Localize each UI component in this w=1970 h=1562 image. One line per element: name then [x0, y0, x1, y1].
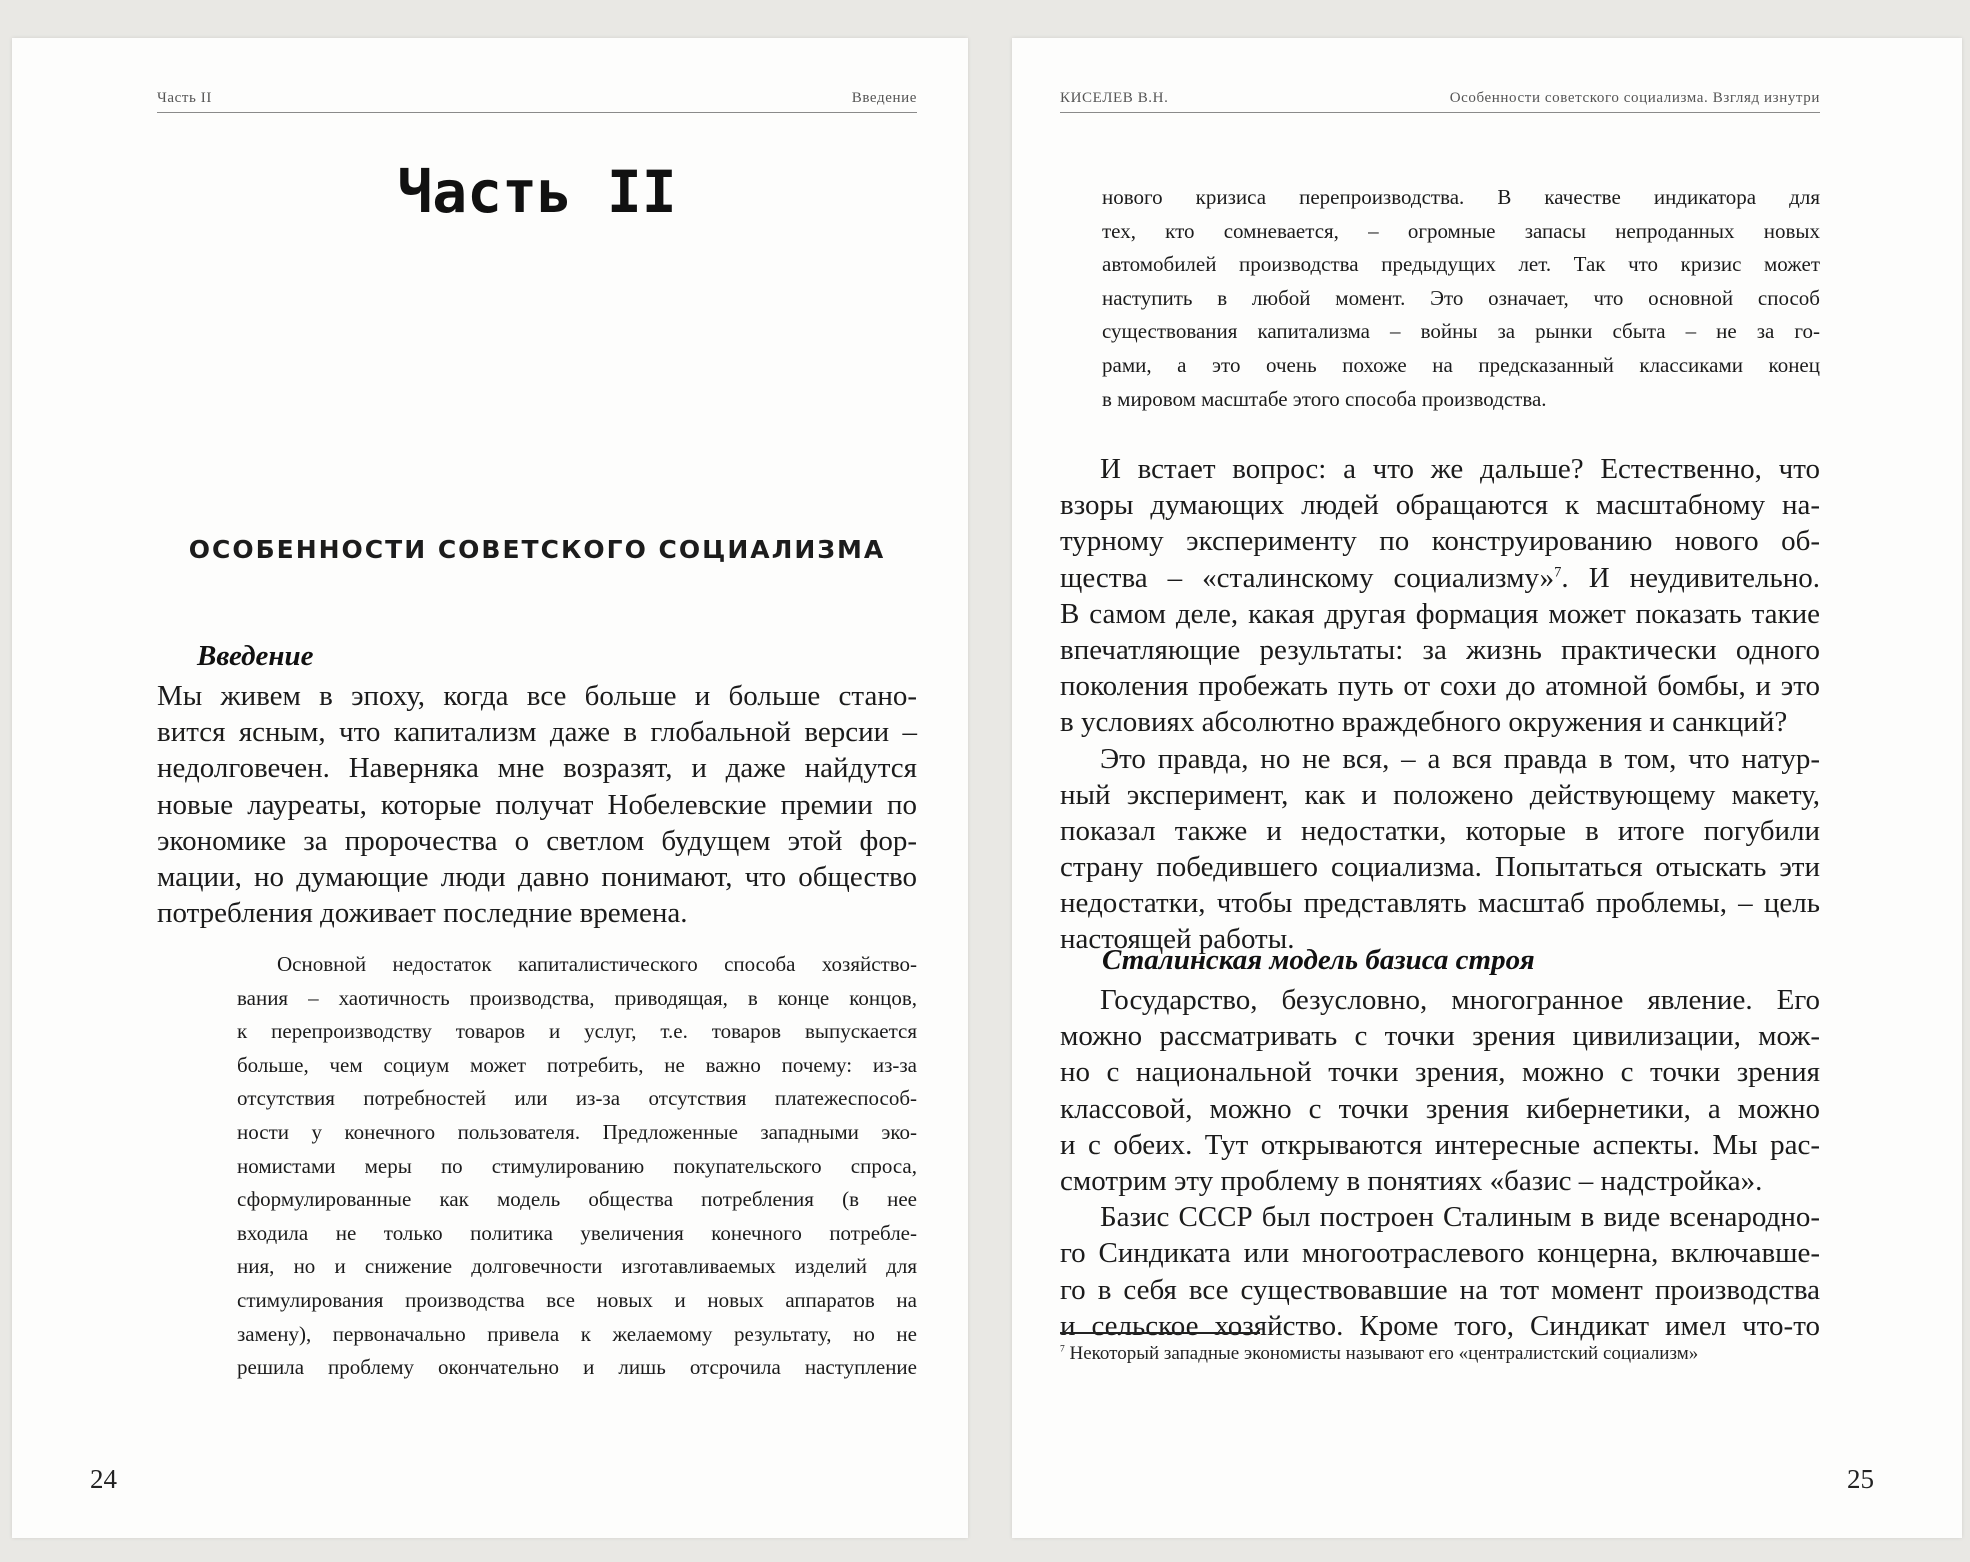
text-line-with-footnote — [1060, 560, 1820, 596]
quote-line: сформулированные как модель общества потребления (в нее — [237, 1187, 917, 1212]
quote-line: к перепроизводству товаров и услуг, т.е. товаров выпускается — [237, 1019, 917, 1044]
quote-line: рами, а это очень похоже на предсказанный классиками конец — [1102, 352, 1820, 377]
quote-line: замену), первоначально привела к желаемому результату, но не — [237, 1321, 917, 1346]
quote-line: ности у конечного пользователя. Предложенные западными эко- — [237, 1119, 917, 1144]
right-header-author: КИСЕЛЕВ В.Н. — [1060, 90, 1169, 106]
quote-line: номистами меры по стимулированию покупательского спроса, — [237, 1153, 917, 1178]
quote-line: вания – хаотичность производства, приводящая, в конце концов, — [237, 985, 917, 1010]
quote-line: нового кризиса перепроизводства. В качестве индикатора для — [1102, 185, 1820, 209]
text-line: в условиях абсолютно враждебного окружения и санкций? — [1060, 706, 1788, 739]
text-line: страну победившего социализма. Попытаться отыскать эти — [1060, 851, 1820, 884]
body-paragraph-group-1 — [1060, 451, 1820, 958]
footnote-marker: 7 — [1554, 563, 1562, 580]
quote-line: наступить в любой момент. Это означает, что основной способ — [1102, 285, 1820, 310]
text-line: новые лауреаты, которые получат Нобелевские премии по — [157, 788, 917, 821]
text-line: потребления доживает последние времена. — [157, 897, 688, 930]
right-page — [1012, 38, 1962, 1538]
text-line: Это правда, но не вся, – а вся правда в том, что натур- — [1100, 742, 1820, 775]
right-header-title: Особенности советского социализма. Взгляд изнутри — [1449, 90, 1820, 106]
text-line: настоящей работы. — [1060, 923, 1295, 956]
footnote-divider — [1060, 1332, 1260, 1334]
intro-subheading: Введение — [197, 640, 314, 672]
text-line: Государство, безусловно, многогранное явление. Его — [1100, 984, 1820, 1016]
quote-line: тех, кто сомневается, – огромные запасы непроданных новых — [1102, 218, 1820, 243]
left-header-part: Часть II — [157, 90, 213, 106]
text-line: недолговечен. Наверняка мне возразят, и даже найдутся — [157, 752, 917, 785]
text-line: В самом деле, какая другая формация может показать такие — [1060, 597, 1820, 630]
quote-line: автомобилей производства предыдущих лет. Так что кризис может — [1102, 252, 1820, 277]
part-title: Часть II — [397, 158, 677, 226]
text-line: но с национальной точки зрения, можно с точки зрения — [1060, 1056, 1820, 1089]
text-line: Базис СССР был построен Сталиным в виде всенародно- — [1100, 1201, 1820, 1234]
footnote — [1060, 1343, 1820, 1365]
text-line: го Синдиката или многоотраслевого концерна, включавше- — [1060, 1237, 1820, 1270]
text-line: показал также и недостатки, которые в итоге погубили — [1060, 814, 1820, 847]
left-running-header — [157, 86, 917, 113]
text-line: смотрим эту проблему в понятиях «базис – надстройка». — [1060, 1164, 1763, 1197]
text-line: недостатки, чтобы представлять масштаб проблемы, – цель — [1060, 887, 1820, 920]
text-line: поколения пробежать путь от сохи до атомной бомбы, и это — [1060, 670, 1820, 703]
quote-line: существования капитализма – войны за рынки сбыта – не за го- — [1102, 319, 1820, 344]
text-line: ный эксперимент, как и положено действующему макету, — [1060, 778, 1820, 811]
quote-line: отсутствия потребностей или из-за отсутствия платежеспособ- — [237, 1086, 917, 1111]
text-line: взоры думающих людей обращаются к масштабному на- — [1060, 489, 1820, 522]
text-line: впечатляющие результаты: за жизнь практически одного — [1060, 633, 1820, 666]
text-line: экономике за пророчества о светлом будущем этой фор- — [157, 824, 917, 857]
quote-line: больше, чем социум может потребить, не важно почему: из-за — [237, 1052, 917, 1077]
left-page — [12, 38, 968, 1538]
text-line: мации, но думающие люди давно понимают, что общество — [157, 860, 917, 893]
left-header-section: Введение — [851, 90, 917, 106]
text-segment: . И неудивительно. — [1561, 561, 1820, 594]
quote-line: входила не только политика увеличения конечного потребле- — [237, 1220, 917, 1245]
quote-continuation — [1102, 181, 1820, 416]
quote-line: Основной недостаток капиталистического способа хозяйство- — [277, 952, 917, 976]
right-running-header — [1060, 86, 1820, 113]
quote-line: ния, но и снижение долговечности изготавливаемых изделий для — [237, 1254, 917, 1279]
footnote-text: Некоторый западные экономисты называют его «централистский социализм» — [1069, 1343, 1699, 1364]
text-line: вится ясным, что капитализм даже в глобальной версии – — [157, 716, 917, 749]
intro-paragraph — [157, 678, 917, 931]
quote-line: в мировом масштабе этого способа производства. — [1102, 386, 1547, 411]
body-paragraph-group-2 — [1060, 982, 1820, 1344]
text-line: классовой, можно с точки зрения кибернетики, а можно — [1060, 1092, 1820, 1125]
right-page-number: 25 — [1847, 1464, 1874, 1494]
left-page-number: 24 — [90, 1464, 117, 1494]
quote-line: стимулирования производства все новых и новых аппаратов на — [237, 1287, 917, 1312]
text-line: турному эксперименту по конструированию нового об- — [1060, 525, 1820, 558]
footnote-number: 7 — [1060, 1344, 1065, 1355]
text-line: И встает вопрос: а что же дальше? Естественно, что — [1100, 453, 1820, 485]
text-line: и с обеих. Тут открываются интересные аспекты. Мы рас- — [1060, 1128, 1820, 1161]
text-line: го в себя все существовавшие на тот момент производства — [1060, 1273, 1820, 1306]
text-line: и сельское хозяйство. Кроме того, Синдикат имел что-то — [1060, 1309, 1820, 1342]
quote-block — [237, 948, 917, 1385]
text-line: Мы живем в эпоху, когда все больше и больше стано- — [157, 680, 917, 712]
quote-line: решила проблему окончательно и лишь отсрочила наступление — [237, 1355, 917, 1380]
text-line: можно рассматривать с точки зрения цивилизации, мож- — [1060, 1020, 1820, 1053]
text-segment: щества – «сталинскому социализму» — [1060, 561, 1555, 594]
stalin-model-subheading: Сталинская модель базиса строя — [1102, 944, 1535, 976]
section-title: ОСОБЕННОСТИ СОВЕТСКОГО СОЦИАЛИЗМА — [188, 535, 886, 564]
